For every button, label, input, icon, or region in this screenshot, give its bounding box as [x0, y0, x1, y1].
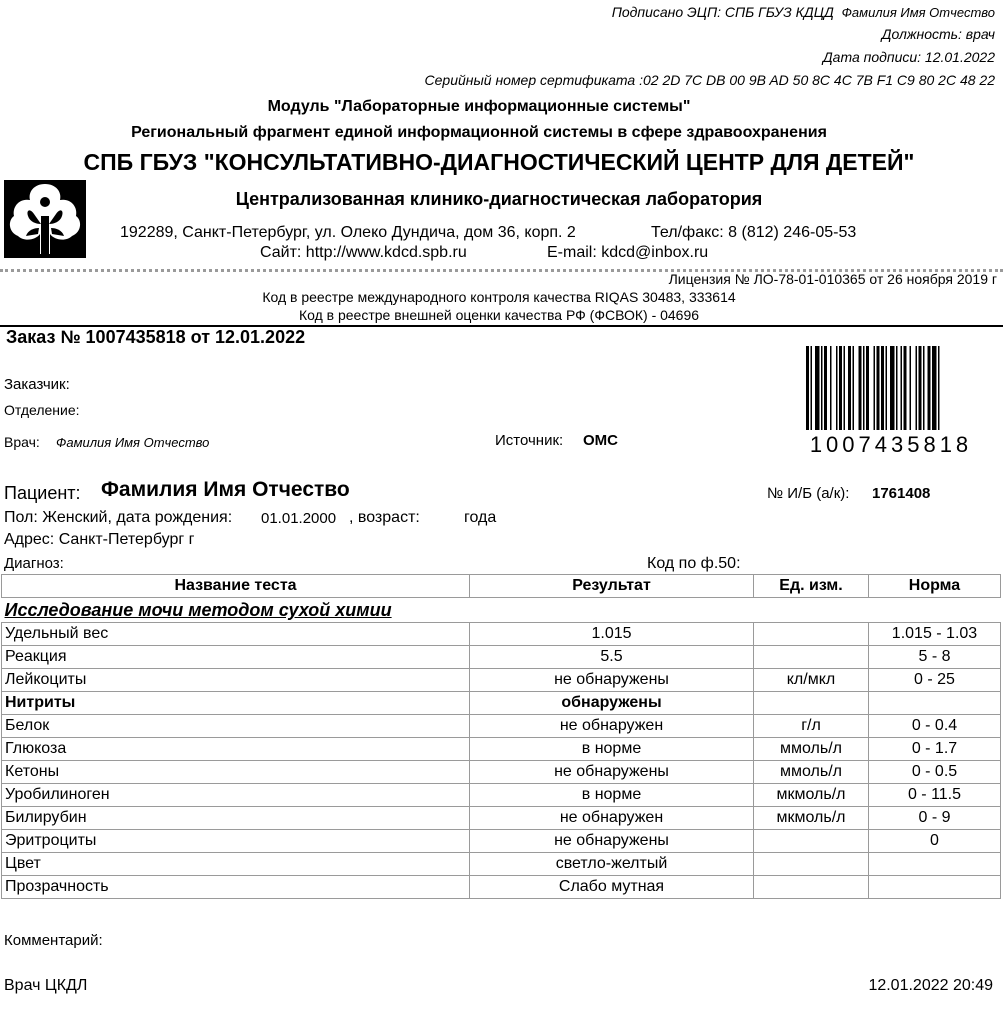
test-name-cell: Прозрачность — [2, 876, 470, 899]
barcode-bar — [932, 346, 937, 430]
col-header-test: Название теста — [2, 575, 470, 598]
lab-title: Централизованная клинико-диагностическая лаборатория — [235, 189, 763, 209]
result-cell: не обнаружен — [470, 807, 754, 830]
order-title: Заказ № 1007435818 от 12.01.2022 — [6, 327, 306, 347]
norm-cell — [869, 853, 1001, 876]
result-cell: Слабо мутная — [470, 876, 754, 899]
site-link[interactable]: Сайт: http://www.kdcd.spb.ru — [260, 244, 467, 261]
section-title: Исследование мочи методом сухой химии — [4, 600, 392, 620]
test-name-cell: Лейкоциты — [2, 669, 470, 692]
signature-serial: Серийный номер сертификата :02 2D 7C DB 00 9B AD 50 8C 4C 7B F1 C9 80 2C 48 22 — [424, 72, 995, 88]
table-row — [2, 876, 1001, 899]
address-text: 192289, Санкт-Петербург, ул. Олеко Дундича, дом 36, корп. 2 — [120, 224, 576, 241]
signature-date: Дата подписи: 12.01.2022 — [822, 49, 995, 65]
barcode-bar — [830, 346, 832, 430]
signature-line — [612, 2, 995, 23]
norm-cell: 0 - 0.5 — [869, 761, 1001, 784]
result-cell: светло-желтый — [470, 853, 754, 876]
test-name-cell: Эритроциты — [2, 830, 470, 853]
unit-cell: г/л — [754, 715, 869, 738]
unit-cell — [754, 623, 869, 646]
barcode-bar — [877, 346, 880, 430]
table-row — [2, 784, 1001, 807]
test-name-cell: Уробилиноген — [2, 784, 470, 807]
result-cell: не обнаружены — [470, 669, 754, 692]
comment-label: Комментарий: — [4, 932, 103, 949]
unit-cell — [754, 830, 869, 853]
signature-prefix: Подписано ЭЦП: СПБ ГБУЗ КДЦД — [611, 4, 834, 20]
source-label: Источник: — [495, 432, 564, 449]
col-header-result: Результат — [470, 575, 754, 598]
barcode-bar — [844, 346, 846, 430]
riqas-text: Код в реестре международного контроля качества RIQAS 30483, 333614 — [262, 289, 736, 305]
doctor-name: Фамилия Имя Отчество — [56, 435, 210, 450]
barcode-bar — [859, 346, 862, 430]
unit-cell — [754, 692, 869, 715]
test-name-cell: Нитриты — [2, 692, 470, 715]
barcode-bar — [853, 346, 855, 430]
result-cell: в норме — [470, 784, 754, 807]
signature-position: Должность: врач — [881, 26, 995, 42]
unit-cell — [754, 646, 869, 669]
norm-cell: 0 - 11.5 — [869, 784, 1001, 807]
barcode-bar — [919, 346, 922, 430]
test-name-cell: Кетоны — [2, 761, 470, 784]
test-name-cell: Реакция — [2, 646, 470, 669]
source-value: ОМС — [583, 432, 618, 449]
ib-value: 1761408 — [872, 485, 931, 502]
table-row — [2, 761, 1001, 784]
test-name-cell: Белок — [2, 715, 470, 738]
table-row — [2, 715, 1001, 738]
phone-text: Тел/факс: 8 (812) 246-05-53 — [651, 224, 857, 241]
table-row — [2, 623, 1001, 646]
barcode-bar — [863, 346, 865, 430]
license-text: Лицензия № ЛО-78-01-010365 от 26 ноября 2019 г — [668, 271, 997, 287]
barcode-bar — [890, 346, 895, 430]
norm-cell: 1.015 - 1.03 — [869, 623, 1001, 646]
result-cell: 5.5 — [470, 646, 754, 669]
barcode-bar — [910, 346, 912, 430]
barcode-bar — [811, 346, 813, 430]
patient-name: Фамилия Имя Отчество — [101, 478, 350, 501]
unit-cell: мкмоль/л — [754, 784, 869, 807]
table-row — [2, 692, 1001, 715]
age-unit: года — [464, 509, 497, 526]
table-header-row — [2, 575, 1001, 598]
footer-datetime: 12.01.2022 20:49 — [868, 977, 993, 994]
norm-cell: 0 - 0.4 — [869, 715, 1001, 738]
col-header-unit: Ед. изм. — [754, 575, 869, 598]
barcode-bar — [824, 346, 827, 430]
unit-cell: мкмоль/л — [754, 807, 869, 830]
patient-label: Пациент: — [4, 483, 81, 503]
customer-label: Заказчик: — [4, 376, 70, 393]
barcode-bar — [928, 346, 931, 430]
barcode-bar — [923, 346, 925, 430]
result-cell: обнаружены — [470, 692, 754, 715]
module-title: Модуль "Лабораторные информационные системы" — [267, 98, 691, 115]
test-name-cell: Цвет — [2, 853, 470, 876]
code-f50-label: Код по ф.50: — [647, 555, 741, 572]
result-cell: в норме — [470, 738, 754, 761]
section-row — [2, 598, 1001, 623]
age-label: , возраст: — [349, 509, 420, 526]
test-name-cell: Билирубин — [2, 807, 470, 830]
results-table — [1, 574, 1001, 899]
test-name-cell: Удельный вес — [2, 623, 470, 646]
table-row — [2, 738, 1001, 761]
table-row — [2, 807, 1001, 830]
ib-label: № И/Б (а/к): — [767, 485, 850, 502]
result-cell: не обнаружены — [470, 761, 754, 784]
department-label: Отделение: — [4, 402, 80, 418]
diagnosis-label: Диагноз: — [4, 555, 64, 572]
email-link[interactable]: E-mail: kdcd@inbox.ru — [547, 244, 709, 261]
barcode-bar — [836, 346, 838, 430]
table-row — [2, 830, 1001, 853]
result-cell: 1.015 — [470, 623, 754, 646]
unit-cell: ммоль/л — [754, 738, 869, 761]
unit-cell — [754, 876, 869, 899]
barcode-bar — [848, 346, 851, 430]
barcode-image — [806, 346, 976, 430]
norm-cell: 0 - 1.7 — [869, 738, 1001, 761]
barcode-number: 1007435818 — [809, 432, 973, 457]
barcode-bar — [938, 346, 940, 430]
norm-cell: 0 — [869, 830, 1001, 853]
org-title: СПБ ГБУЗ "КОНСУЛЬТАТИВНО-ДИАГНОСТИЧЕСКИЙ ЦЕНТР ДЛЯ ДЕТЕЙ" — [83, 149, 915, 175]
norm-cell: 0 - 9 — [869, 807, 1001, 830]
norm-cell: 0 - 25 — [869, 669, 1001, 692]
unit-cell: кл/мкл — [754, 669, 869, 692]
footer-doctor: Врач ЦКДЛ — [4, 977, 88, 994]
norm-cell — [869, 692, 1001, 715]
address-patient: Адрес: Санкт-Петербург г — [4, 531, 195, 548]
table-row — [2, 669, 1001, 692]
barcode-bar — [896, 346, 898, 430]
barcode-bar — [806, 346, 809, 430]
regional-title: Региональный фрагмент единой информационной системы в сфере здравоохранения — [131, 124, 827, 141]
col-header-norm: Норма — [869, 575, 1001, 598]
table-row — [2, 853, 1001, 876]
result-cell: не обнаружены — [470, 830, 754, 853]
barcode-bar — [874, 346, 876, 430]
norm-cell — [869, 876, 1001, 899]
fsvok-text: Код в реестре внешней оценки качества РФ (ФСВОК) - 04696 — [298, 307, 700, 323]
barcode-bar — [904, 346, 907, 430]
barcode-bar — [866, 346, 869, 430]
barcode-bar — [881, 346, 884, 430]
barcode-bar — [821, 346, 823, 430]
norm-cell: 5 - 8 — [869, 646, 1001, 669]
unit-cell — [754, 853, 869, 876]
barcode-bar — [916, 346, 918, 430]
unit-cell: ммоль/л — [754, 761, 869, 784]
result-cell: не обнаружен — [470, 715, 754, 738]
barcode-bar — [839, 346, 842, 430]
barcode-bar — [815, 346, 820, 430]
barcode-bar — [901, 346, 903, 430]
test-name-cell: Глюкоза — [2, 738, 470, 761]
sex-dob-label: Пол: Женский, дата рождения: — [4, 509, 233, 526]
dob-value: 01.01.2000 — [261, 510, 337, 527]
barcode-bar — [886, 346, 888, 430]
doctor-label: Врач: — [4, 434, 40, 450]
table-row — [2, 646, 1001, 669]
signature-name: Фамилия Имя Отчество — [841, 5, 995, 20]
